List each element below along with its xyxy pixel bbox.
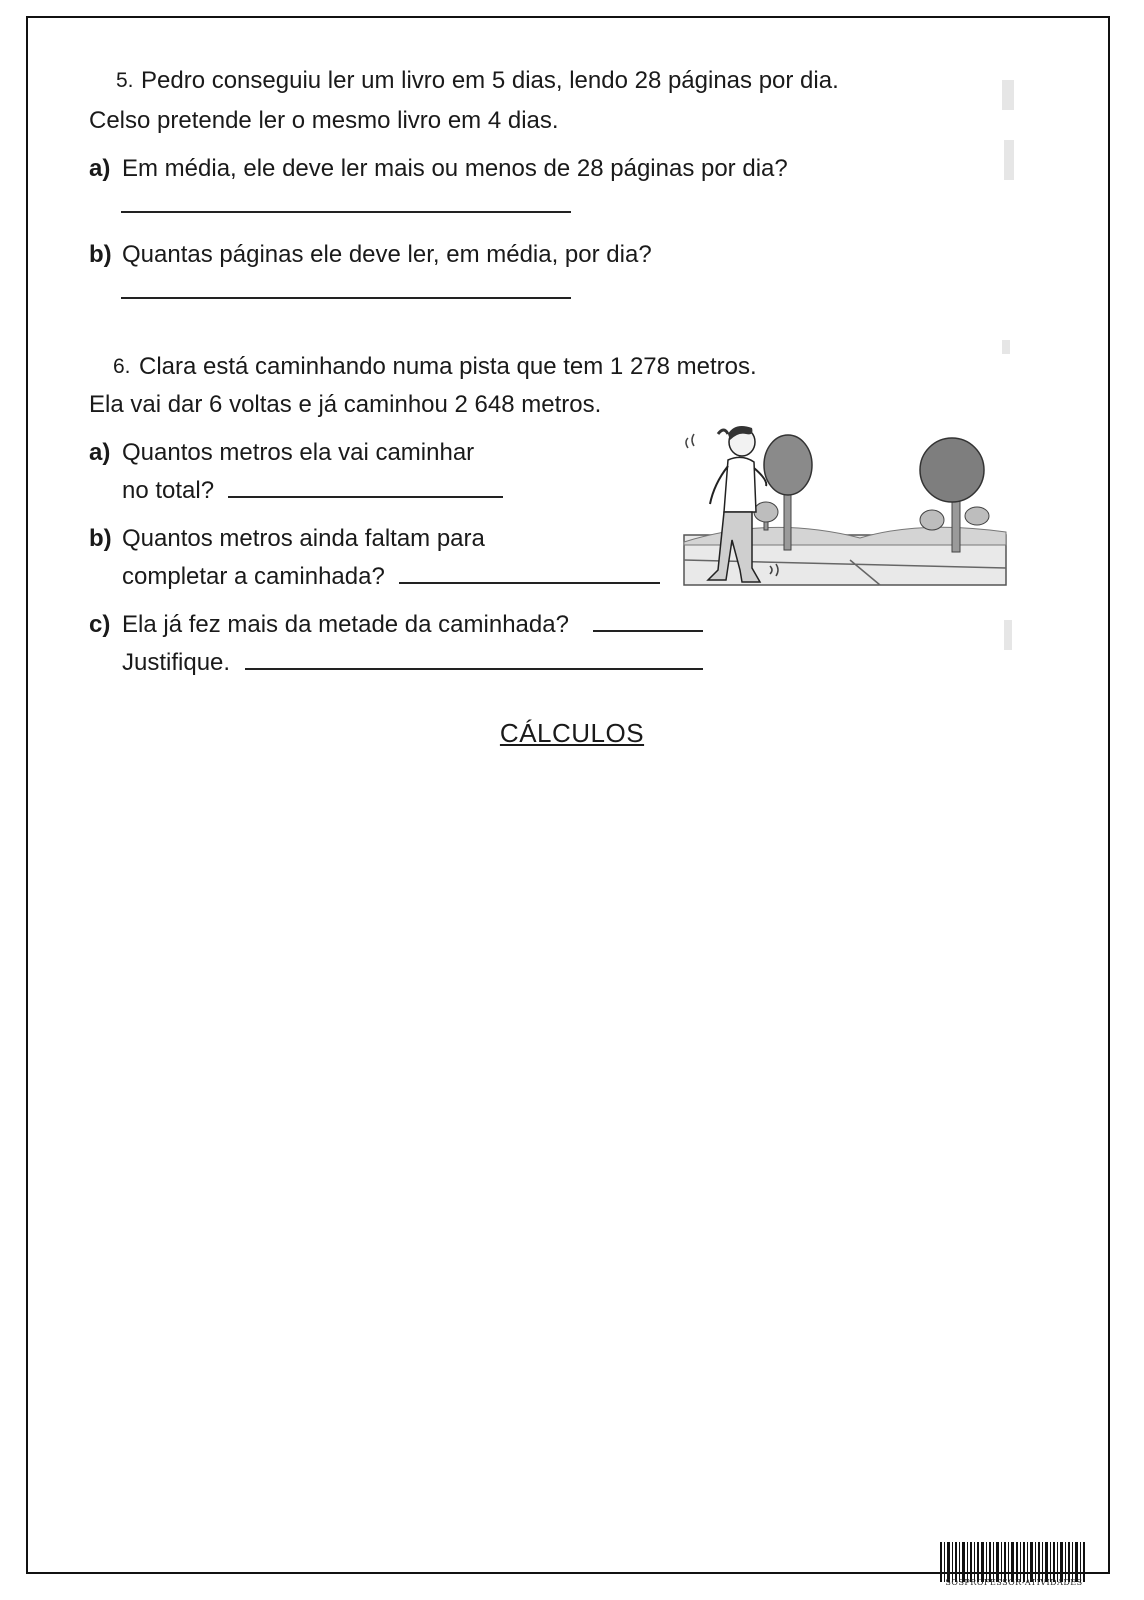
question-6c-line2: Justifique. (122, 649, 231, 676)
question-6a-label: a) (89, 439, 111, 466)
question-5-intro-line1: Pedro conseguiu ler um livro em 5 dias, lendo 28 páginas por dia. (141, 67, 839, 94)
question-6c-label: c) (89, 611, 111, 638)
barcode-caption: SOSPROFESSOR-ATIVIDADES (945, 1578, 1083, 1587)
answer-line-6c-justify[interactable] (245, 668, 703, 670)
answer-line-6a[interactable] (228, 496, 503, 498)
question-6-intro-line2: Ela vai dar 6 voltas e já caminhou 2 648 metros. (89, 391, 602, 418)
question-5a-label: a) (89, 155, 111, 182)
question-6-intro-line1: Clara está caminhando numa pista que tem 1 278 metros. (139, 353, 757, 380)
answer-line-6b[interactable] (399, 582, 660, 584)
woman-walking-in-park-icon (680, 420, 1010, 600)
question-5b-label: b) (89, 241, 112, 268)
question-6-number: 6. (113, 355, 131, 378)
calculations-heading: CÁLCULOS (499, 718, 645, 748)
question-5a-text: Em média, ele deve ler mais ou menos de 28 páginas por dia? (122, 155, 788, 182)
question-6a-line1: Quantos metros ela vai caminhar (122, 439, 475, 466)
question-5-intro-line2: Celso pretende ler o mesmo livro em 4 dias. (89, 107, 559, 134)
answer-line-6c[interactable] (593, 630, 703, 632)
question-6b-line1: Quantos metros ainda faltam para (122, 525, 485, 552)
question-6c-line1: Ela já fez mais da metade da caminhada? (122, 611, 569, 638)
question-6b-label: b) (89, 525, 112, 552)
answer-line-5b[interactable] (121, 297, 571, 299)
question-6a-line2: no total? (122, 477, 215, 504)
question-6b-line2: completar a caminhada? (122, 563, 385, 590)
answer-line-5a[interactable] (121, 211, 571, 213)
question-5b-text: Quantas páginas ele deve ler, em média, por dia? (122, 241, 652, 268)
question-5-number: 5. (116, 69, 134, 92)
